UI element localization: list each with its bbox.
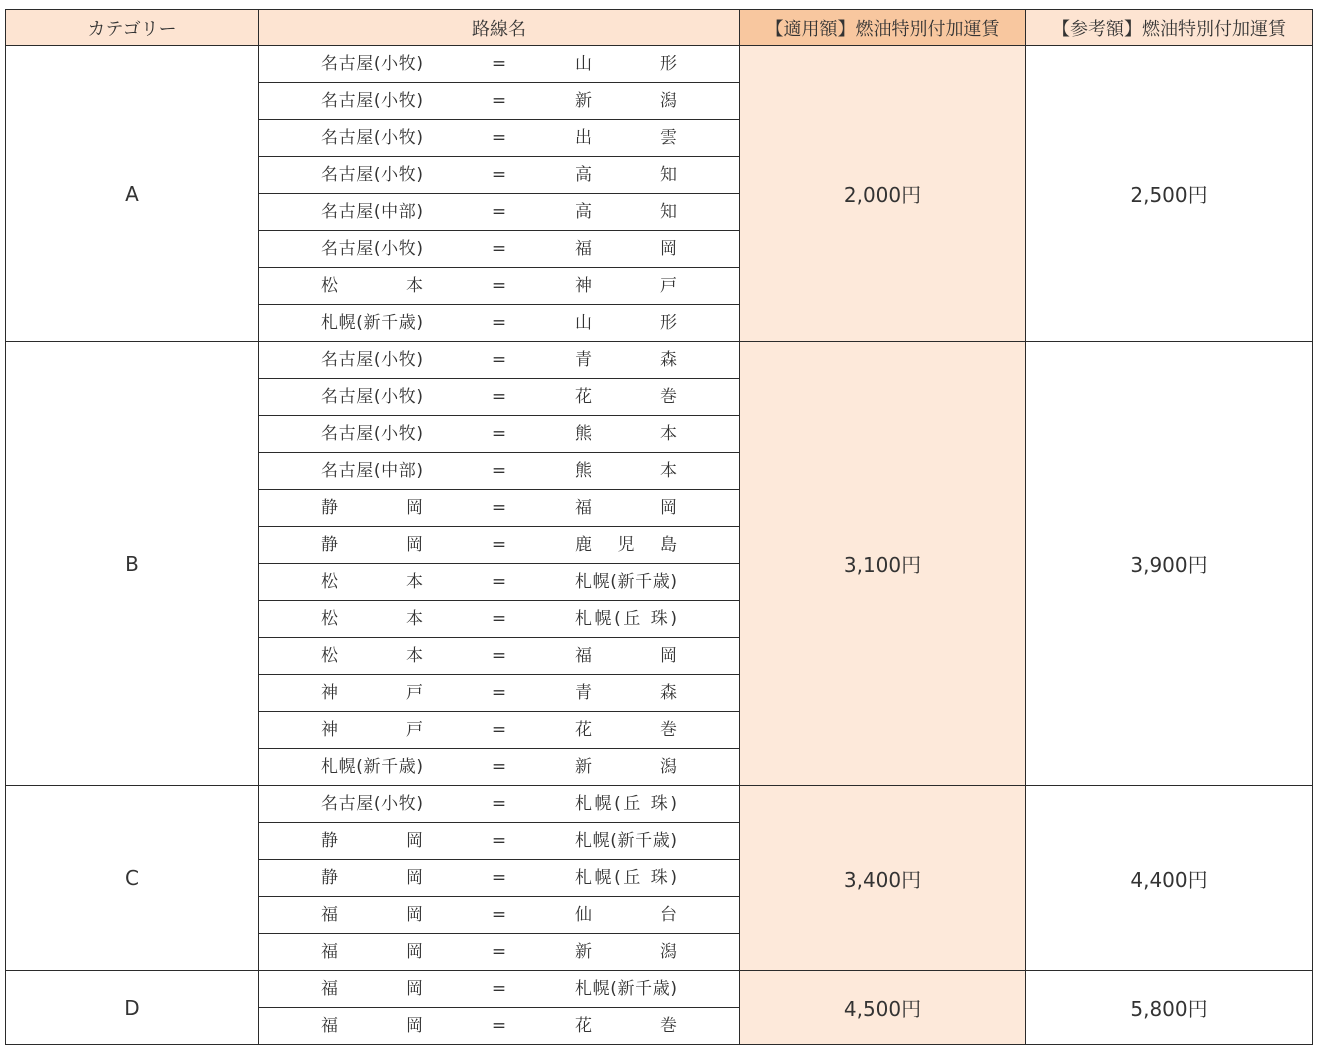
route-separator: = xyxy=(491,609,507,629)
route-cell xyxy=(259,823,740,860)
applied-amount-cell: 4,500円 xyxy=(740,971,1026,1045)
header-row xyxy=(6,10,1313,46)
route-destination: 新 潟 xyxy=(575,91,677,111)
route-destination: 高 知 xyxy=(575,165,677,185)
route-origin: 名古屋(小牧) xyxy=(321,91,423,111)
table-row xyxy=(6,786,1313,823)
route-cell xyxy=(259,453,740,490)
route-destination: 鹿 児 島 xyxy=(575,535,677,555)
route-line xyxy=(259,416,739,452)
applied-amount-cell: 3,100円 xyxy=(740,342,1026,786)
route-origin: 札幌(新千歳) xyxy=(321,757,423,777)
route-separator: = xyxy=(491,461,507,481)
route-line xyxy=(259,638,739,674)
route-line xyxy=(259,749,739,785)
route-separator: = xyxy=(491,646,507,666)
route-cell xyxy=(259,379,740,416)
route-destination: 花 巻 xyxy=(575,387,677,407)
route-destination: 花 巻 xyxy=(575,1016,677,1036)
header-applied-amount: 【適用額】燃油特別付加運賃 xyxy=(740,10,1026,46)
route-origin: 札幌(新千歳) xyxy=(321,313,423,333)
route-destination: 札幌(丘 珠) xyxy=(575,868,677,888)
route-line xyxy=(259,46,739,82)
route-origin: 松 本 xyxy=(321,646,423,666)
route-separator: = xyxy=(491,276,507,296)
route-origin: 神 戸 xyxy=(321,683,423,703)
reference-amount-cell: 3,900円 xyxy=(1026,342,1313,786)
route-destination: 花 巻 xyxy=(575,720,677,740)
route-cell xyxy=(259,638,740,675)
route-destination: 新 潟 xyxy=(575,942,677,962)
route-line xyxy=(259,527,739,563)
route-destination: 福 岡 xyxy=(575,498,677,518)
route-cell xyxy=(259,83,740,120)
header-reference-amount: 【参考額】燃油特別付加運賃 xyxy=(1026,10,1313,46)
route-line xyxy=(259,194,739,230)
route-line xyxy=(259,490,739,526)
route-line xyxy=(259,83,739,119)
applied-amount-cell: 3,400円 xyxy=(740,786,1026,971)
route-separator: = xyxy=(491,498,507,518)
table-row xyxy=(6,46,1313,83)
route-cell xyxy=(259,934,740,971)
route-separator: = xyxy=(491,979,507,999)
route-separator: = xyxy=(491,1016,507,1036)
route-cell xyxy=(259,342,740,379)
route-separator: = xyxy=(491,239,507,259)
route-origin: 静 岡 xyxy=(321,498,423,518)
route-origin: 名古屋(小牧) xyxy=(321,239,423,259)
route-origin: 名古屋(小牧) xyxy=(321,165,423,185)
route-destination: 熊 本 xyxy=(575,424,677,444)
route-cell xyxy=(259,490,740,527)
route-cell xyxy=(259,749,740,786)
route-separator: = xyxy=(491,905,507,925)
route-destination: 青 森 xyxy=(575,350,677,370)
reference-amount-cell: 4,400円 xyxy=(1026,786,1313,971)
route-destination: 出 雲 xyxy=(575,128,677,148)
route-line xyxy=(259,453,739,489)
table-row xyxy=(6,342,1313,379)
route-separator: = xyxy=(491,350,507,370)
route-line xyxy=(259,157,739,193)
route-origin: 福 岡 xyxy=(321,905,423,925)
route-origin: 福 岡 xyxy=(321,1016,423,1036)
route-cell xyxy=(259,860,740,897)
category-cell: C xyxy=(6,786,259,971)
route-separator: = xyxy=(491,831,507,851)
route-line xyxy=(259,379,739,415)
route-origin: 松 本 xyxy=(321,276,423,296)
route-separator: = xyxy=(491,572,507,592)
route-origin: 名古屋(小牧) xyxy=(321,794,423,814)
applied-amount-cell: 2,000円 xyxy=(740,46,1026,342)
route-separator: = xyxy=(491,720,507,740)
route-destination: 熊 本 xyxy=(575,461,677,481)
reference-amount-cell: 5,800円 xyxy=(1026,971,1313,1045)
route-cell xyxy=(259,712,740,749)
route-origin: 名古屋(小牧) xyxy=(321,128,423,148)
route-cell xyxy=(259,564,740,601)
route-origin: 松 本 xyxy=(321,572,423,592)
route-destination: 札幌(新千歳) xyxy=(575,831,677,851)
route-origin: 名古屋(小牧) xyxy=(321,54,423,74)
route-origin: 名古屋(中部) xyxy=(321,461,423,481)
route-line xyxy=(259,934,739,970)
route-cell xyxy=(259,675,740,712)
route-line xyxy=(259,786,739,822)
route-destination: 山 形 xyxy=(575,313,677,333)
table-header xyxy=(6,10,1313,46)
route-destination: 青 森 xyxy=(575,683,677,703)
header-route: 路線名 xyxy=(259,10,740,46)
route-cell xyxy=(259,305,740,342)
route-destination: 札幌(新千歳) xyxy=(575,979,677,999)
table-body xyxy=(6,46,1313,1045)
route-destination: 新 潟 xyxy=(575,757,677,777)
route-origin: 神 戸 xyxy=(321,720,423,740)
route-cell xyxy=(259,194,740,231)
route-cell xyxy=(259,897,740,934)
header-category: カテゴリー xyxy=(6,10,259,46)
route-separator: = xyxy=(491,683,507,703)
route-line xyxy=(259,897,739,933)
fuel-surcharge-table xyxy=(5,9,1313,1045)
route-origin: 静 岡 xyxy=(321,868,423,888)
route-cell xyxy=(259,268,740,305)
route-separator: = xyxy=(491,54,507,74)
route-cell xyxy=(259,971,740,1008)
category-cell: D xyxy=(6,971,259,1045)
route-destination: 仙 台 xyxy=(575,905,677,925)
route-origin: 福 岡 xyxy=(321,979,423,999)
route-separator: = xyxy=(491,868,507,888)
route-destination: 山 形 xyxy=(575,54,677,74)
route-destination: 神 戸 xyxy=(575,276,677,296)
route-line xyxy=(259,860,739,896)
route-cell xyxy=(259,120,740,157)
route-origin: 松 本 xyxy=(321,609,423,629)
route-line xyxy=(259,564,739,600)
route-cell xyxy=(259,601,740,638)
route-cell xyxy=(259,46,740,83)
route-destination: 福 岡 xyxy=(575,646,677,666)
route-origin: 福 岡 xyxy=(321,942,423,962)
route-line xyxy=(259,1008,739,1044)
route-destination: 福 岡 xyxy=(575,239,677,259)
category-cell: A xyxy=(6,46,259,342)
route-origin: 名古屋(小牧) xyxy=(321,424,423,444)
table-row xyxy=(6,971,1313,1008)
route-destination: 札幌(新千歳) xyxy=(575,572,677,592)
route-separator: = xyxy=(491,942,507,962)
route-line xyxy=(259,342,739,378)
route-separator: = xyxy=(491,202,507,222)
route-destination: 札幌(丘 珠) xyxy=(575,609,677,629)
reference-amount-cell: 2,500円 xyxy=(1026,46,1313,342)
route-separator: = xyxy=(491,387,507,407)
route-origin: 名古屋(中部) xyxy=(321,202,423,222)
route-line xyxy=(259,120,739,156)
route-cell xyxy=(259,527,740,564)
route-cell xyxy=(259,786,740,823)
route-line xyxy=(259,971,739,1007)
route-origin: 名古屋(小牧) xyxy=(321,350,423,370)
route-line xyxy=(259,675,739,711)
route-line xyxy=(259,305,739,341)
route-separator: = xyxy=(491,757,507,777)
route-separator: = xyxy=(491,424,507,444)
route-cell xyxy=(259,416,740,453)
route-origin: 静 岡 xyxy=(321,831,423,851)
route-separator: = xyxy=(491,91,507,111)
category-cell: B xyxy=(6,342,259,786)
route-separator: = xyxy=(491,165,507,185)
route-line xyxy=(259,823,739,859)
route-destination: 札幌(丘 珠) xyxy=(575,794,677,814)
route-line xyxy=(259,712,739,748)
route-line xyxy=(259,231,739,267)
route-cell xyxy=(259,157,740,194)
route-line xyxy=(259,268,739,304)
route-separator: = xyxy=(491,794,507,814)
route-separator: = xyxy=(491,535,507,555)
route-separator: = xyxy=(491,128,507,148)
route-separator: = xyxy=(491,313,507,333)
route-origin: 静 岡 xyxy=(321,535,423,555)
route-origin: 名古屋(小牧) xyxy=(321,387,423,407)
route-destination: 高 知 xyxy=(575,202,677,222)
route-cell xyxy=(259,231,740,268)
route-cell xyxy=(259,1008,740,1045)
route-line xyxy=(259,601,739,637)
